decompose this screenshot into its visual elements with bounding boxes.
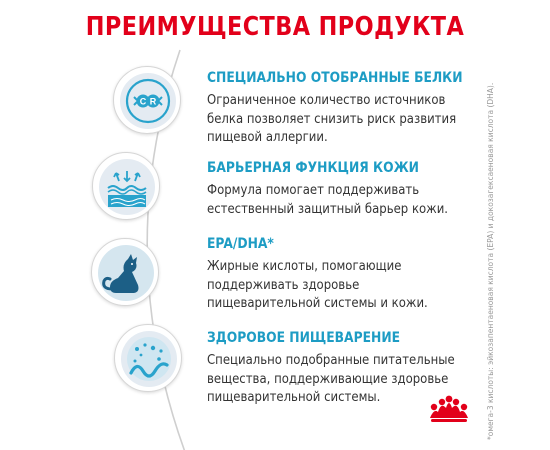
footnote: *омега-3 кислоты: эйкозапентаеновая кислота (EPA) и докозагексаеновая кислота (DHA). bbox=[486, 82, 495, 440]
benefit-text-line: пищеварительной системы. bbox=[207, 390, 381, 405]
benefit-text-line: Специально подобранные питательные bbox=[207, 353, 455, 368]
skin-barrier-icon bbox=[99, 159, 155, 215]
benefit-heading: СПЕЦИАЛЬНО ОТОБРАННЫЕ БЕЛКИ bbox=[207, 70, 463, 86]
royal-canin-crown-icon bbox=[424, 394, 474, 424]
digestion-icon bbox=[121, 331, 177, 387]
benefit-heading: БАРЬЕРНАЯ ФУНКЦИЯ КОЖИ bbox=[207, 160, 419, 176]
page-title: ПРЕИМУЩЕСТВА ПРОДУКТА bbox=[85, 12, 465, 42]
benefit-badge-digestion bbox=[114, 324, 182, 392]
benefit-text-line: Формула помогает поддерживать bbox=[207, 183, 420, 198]
benefit-item-epa-dha bbox=[207, 236, 497, 314]
benefit-badge-protein bbox=[113, 66, 181, 134]
benefit-text-line: Жирные кислоты, помогающие bbox=[207, 259, 402, 274]
icon-letter-c: C bbox=[139, 96, 147, 107]
benefit-text-line: пищевой аллергии. bbox=[207, 130, 328, 145]
benefit-text-line: Ограниченное количество источников bbox=[207, 93, 446, 108]
benefit-text-line: вещества, поддерживающие здоровье bbox=[207, 371, 449, 387]
icon-letter-r: R bbox=[149, 96, 157, 107]
benefit-text-line: белка позволяет снизить риск развития bbox=[207, 111, 457, 127]
protein-cr-icon bbox=[120, 73, 176, 129]
benefit-text-line: поддерживать здоровье bbox=[207, 277, 360, 293]
benefit-badge-epa-dha bbox=[91, 238, 159, 306]
benefit-item-skin bbox=[207, 160, 497, 219]
benefit-heading: EPA/DHA* bbox=[207, 236, 274, 252]
cat-icon bbox=[98, 245, 154, 301]
benefit-item-protein bbox=[207, 70, 497, 148]
benefit-text-line: пищеварительной системы и кожи. bbox=[207, 296, 428, 311]
benefit-text-line: естественный защитный барьер кожи. bbox=[207, 201, 449, 217]
benefit-badge-skin bbox=[92, 152, 160, 220]
benefit-heading: ЗДОРОВОЕ ПИЩЕВАРЕНИЕ bbox=[207, 330, 401, 346]
